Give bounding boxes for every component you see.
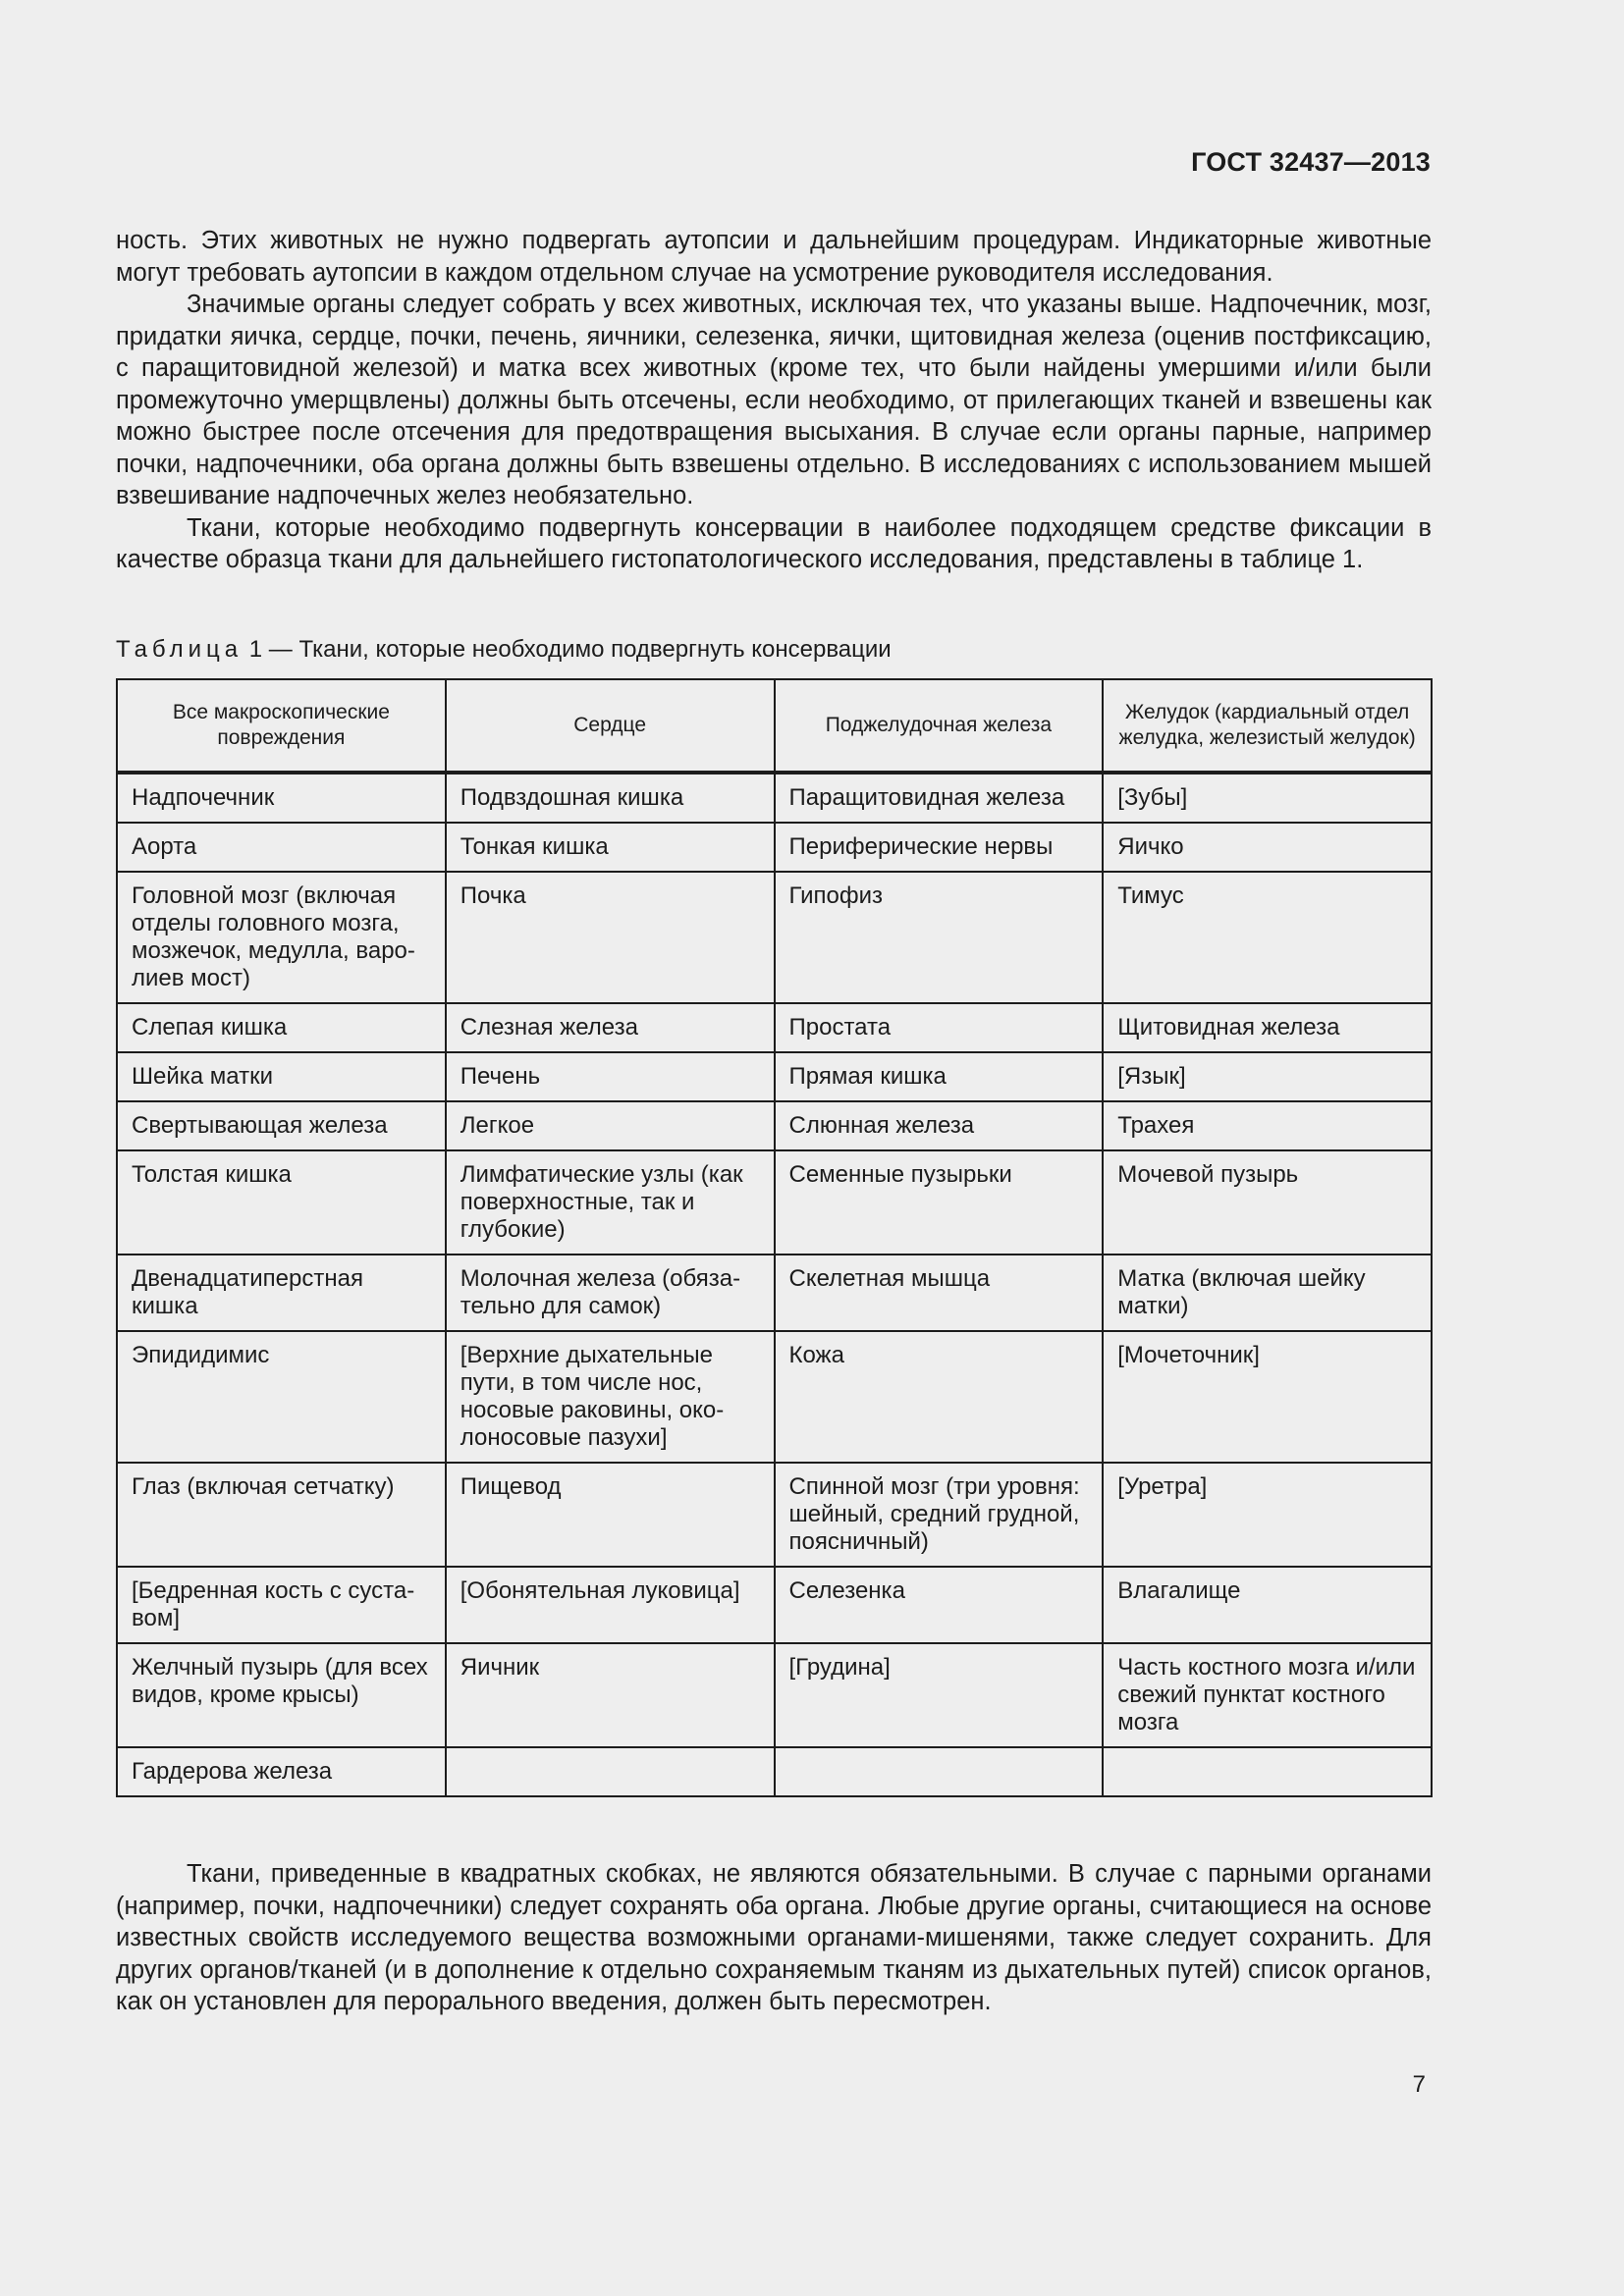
table-cell: Гардерова железа xyxy=(117,1747,446,1796)
table-row xyxy=(117,823,1432,872)
table-row xyxy=(117,1331,1432,1463)
table-cell xyxy=(775,1747,1104,1796)
table-cell: Тимус xyxy=(1103,872,1432,1003)
table-cell: Скелетная мышца xyxy=(775,1255,1104,1331)
table-cell: [Грудина] xyxy=(775,1643,1104,1747)
table-row xyxy=(117,1003,1432,1052)
column-header: Сердце xyxy=(446,679,775,773)
table-row xyxy=(117,1747,1432,1796)
table-cell xyxy=(1103,1747,1432,1796)
paragraph: ность. Этих животных не нужно подвергать аутопсии и дальнейшим процедурам. Индикаторные животные могут требовать аутопсии в каждом отдельном случае на усмотрение руководителя исследования. xyxy=(116,227,1432,287)
table-row xyxy=(117,872,1432,1003)
table-row xyxy=(117,1463,1432,1567)
table-row xyxy=(117,773,1432,823)
table-cell: Глаз (включая сетчатку) xyxy=(117,1463,446,1567)
table-cell: Подвздошная кишка xyxy=(446,773,775,823)
table-cell: Пищевод xyxy=(446,1463,775,1567)
table-cell: Простата xyxy=(775,1003,1104,1052)
table-row xyxy=(117,1567,1432,1643)
table-caption xyxy=(116,636,892,664)
table-header-row xyxy=(117,679,1432,773)
table-row xyxy=(117,1643,1432,1747)
table-cell: Гипофиз xyxy=(775,872,1104,1003)
table-cell: Тонкая кишка xyxy=(446,823,775,872)
table-cell: Трахея xyxy=(1103,1101,1432,1150)
table-cell: Паращитовидная железа xyxy=(775,773,1104,823)
intro-text xyxy=(116,225,1432,576)
table-cell: Головной мозг (включая отделы головного мозга, мозжечок, медулла, варолиев мост) xyxy=(117,872,446,1003)
column-header: Поджелудочная железа xyxy=(775,679,1104,773)
table-cell: Надпочечник xyxy=(117,773,446,823)
table-caption-text: 1 — Ткани, которые необходимо подвергнуть консервации xyxy=(243,636,892,663)
table-cell: Влагалище xyxy=(1103,1567,1432,1643)
table-cell: Легкое xyxy=(446,1101,775,1150)
table-cell: Щитовидная железа xyxy=(1103,1003,1432,1052)
table-cell: Шейка матки xyxy=(117,1052,446,1101)
table-cell: Лимфатические узлы (как поверхностные, так и глубокие) xyxy=(446,1150,775,1255)
table-cell: Эпидидимис xyxy=(117,1331,446,1463)
table-cell: [Уретра] xyxy=(1103,1463,1432,1567)
table-cell: Кожа xyxy=(775,1331,1104,1463)
table-cell: Яичник xyxy=(446,1643,775,1747)
table-cell: Мочевой пузырь xyxy=(1103,1150,1432,1255)
table-cell: Прямая кишка xyxy=(775,1052,1104,1101)
table-row xyxy=(117,1101,1432,1150)
outro-text xyxy=(116,1858,1432,2018)
table-cell: Матка (включая шейку матки) xyxy=(1103,1255,1432,1331)
column-header: Все макроскопические повреждения xyxy=(117,679,446,773)
table-cell: Слепая кишка xyxy=(117,1003,446,1052)
table-cell: [Бедренная кость с суставом] xyxy=(117,1567,446,1643)
paragraph: Значимые органы следует собрать у всех животных, исключая тех, что указаны выше. Надпочечник, мозг, придатки яичка, сердце, почки, печень, яичники, селезенка, яички, щитовидная железа (оценив постфиксацию, с паращитовидной железой) и матка всех животных (кроме тех, что были найдены умершими и/или были промежуточно умерщвлены) должны быть отсечены, если необходимо, от прилегающих тканей и взвешены как можно быстрее после отсечения для предотвращения высыхания. В случае если органы парные, например почки, надпочечники, оба органа должны быть взвешены отдельно. В исследованиях с использованием мышей взвешивание надпочечных желез необязательно. xyxy=(116,291,1432,509)
table-cell: Часть костного мозга и/или свежий пунктат костного мозга xyxy=(1103,1643,1432,1747)
table-row xyxy=(117,1052,1432,1101)
paragraph: Ткани, приведенные в квадратных скобках, не являются обязательными. В случае с парными органами (например, почки, надпочечники) следует сохранять оба органа. Любые другие органы, считающиеся на основе известных свойств исследуемого вещества возможными органами-мишенями, также следует сохранить. Для других органов/тканей (и в дополнение к отдельно сохраняемым тканям из дыхательных путей) список органов, как он установлен для перорального введения, должен быть пересмотрен. xyxy=(116,1860,1432,2015)
column-header: Желудок (кардиальный отдел желудка, железистый желудок) xyxy=(1103,679,1432,773)
table-cell: Яичко xyxy=(1103,823,1432,872)
table-cell: [Верхние дыхательные пути, в том числе нос, носовые раковины, околоносовые пазухи] xyxy=(446,1331,775,1463)
paragraph: Ткани, которые необходимо подвергнуть консервации в наиболее подходящем средстве фиксации в качестве образца ткани для дальнейшего гистопатологического исследования, представлены в таблице 1. xyxy=(116,513,1432,573)
table-cell: [Мочеточник] xyxy=(1103,1331,1432,1463)
table-cell: Почка xyxy=(446,872,775,1003)
table-cell: Периферические нервы xyxy=(775,823,1104,872)
table-cell: Слезная железа xyxy=(446,1003,775,1052)
table-cell: Селезенка xyxy=(775,1567,1104,1643)
table-cell: Двенадцатиперстная кишка xyxy=(117,1255,446,1331)
table-cell: [Зубы] xyxy=(1103,773,1432,823)
tissues-table xyxy=(116,678,1433,1797)
table-cell: Спинной мозг (три уровня: шейный, средний грудной, поясничный) xyxy=(775,1463,1104,1567)
page-number: 7 xyxy=(1412,2071,1426,2098)
table-cell: Молочная железа (обязательно для самок) xyxy=(446,1255,775,1331)
table-cell: Семенные пузырьки xyxy=(775,1150,1104,1255)
table-caption-label: Таблица xyxy=(116,636,244,663)
table-cell: Печень xyxy=(446,1052,775,1101)
table-row xyxy=(117,1255,1432,1331)
document-header: ГОСТ 32437—2013 xyxy=(1191,147,1431,177)
table-cell: Аорта xyxy=(117,823,446,872)
table-row xyxy=(117,1150,1432,1255)
table-cell: [Обонятельная луковица] xyxy=(446,1567,775,1643)
table-cell: Толстая кишка xyxy=(117,1150,446,1255)
table-cell xyxy=(446,1747,775,1796)
table-cell: [Язык] xyxy=(1103,1052,1432,1101)
table-cell: Желчный пузырь (для всех видов, кроме крысы) xyxy=(117,1643,446,1747)
table-cell: Свертывающая железа xyxy=(117,1101,446,1150)
table-cell: Слюнная железа xyxy=(775,1101,1104,1150)
